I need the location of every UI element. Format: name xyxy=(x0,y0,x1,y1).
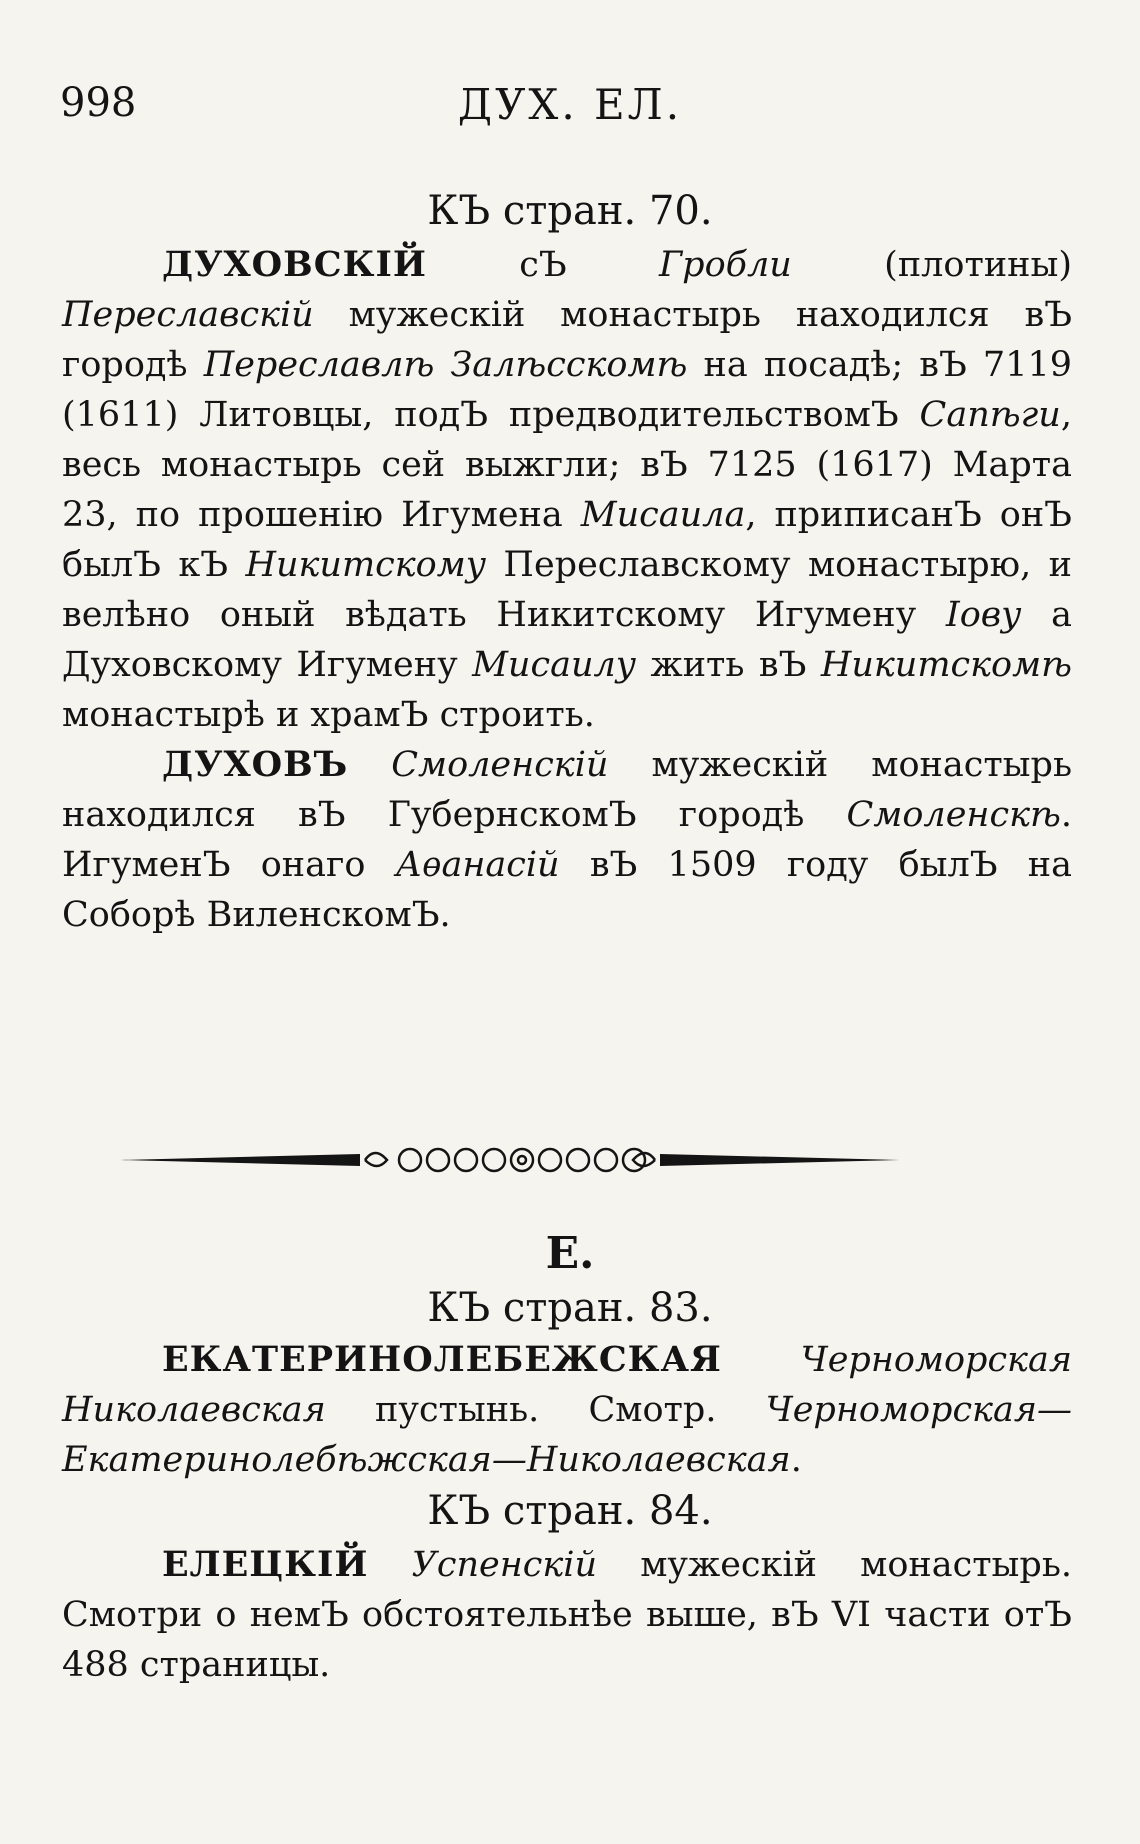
entry-headword: ДУХОВЪ xyxy=(162,744,349,785)
entry-text: . xyxy=(790,1440,802,1480)
page-header xyxy=(60,80,1080,140)
entry-paragraph xyxy=(62,1335,1072,1485)
entry-italic: Успенскiй xyxy=(368,1545,598,1585)
entry-headword: ДУХОВСКIЙ xyxy=(162,244,427,285)
entry-text: мужескiй монастырь находился вЪ ГубернскомЪ городѣ xyxy=(62,745,1072,835)
entry-italic: Черноморская Николаевская xyxy=(62,1340,1072,1430)
entry-text: , приписанЪ онЪ былЪ кЪ xyxy=(62,495,1072,585)
entry-headword: ЕЛЕЦКIЙ xyxy=(162,1544,369,1585)
entry-text: мужескiй монастырь. Смотри о немЪ обстоятельнѣе выше, вЪ VI части отЪ 488 страницы. xyxy=(62,1545,1072,1685)
entry-text: вЪ 1509 году былЪ на Соборѣ ВиленскомЪ. xyxy=(62,845,1072,935)
entry-text: (плотины) xyxy=(791,245,1072,285)
entry-italic: Никитскому xyxy=(245,545,487,585)
entry-headword: ЕКАТЕРИНОЛЕБЕЖСКАЯ xyxy=(162,1339,722,1380)
entry-italic: Переславскiй xyxy=(62,295,314,335)
entry-text: , весь монастырь сей выжгли; вЪ 7125 (1617) Марта 23, по прошенiю Игумена xyxy=(62,395,1072,535)
entry-text: мужескiй монастырь находился вЪ городѣ xyxy=(62,295,1072,385)
entry-text: а Духовскому Игумену xyxy=(62,595,1072,685)
entry-paragraph xyxy=(62,740,1072,940)
entry-italic: Смоленскiй xyxy=(348,745,609,785)
entry-paragraph xyxy=(62,240,1072,740)
text-block xyxy=(62,1540,1072,1690)
entry-paragraph xyxy=(62,1540,1072,1690)
entry-text: пустынь. Смотр. xyxy=(325,1390,766,1430)
entry-italic: Переславлѣ Залѣсскомѣ xyxy=(203,345,688,385)
section-ref: КЪ стран. 83. xyxy=(427,1285,713,1331)
entry-text: . ИгуменЪ онаго xyxy=(62,795,1072,885)
entry-text: на посадѣ; вЪ 7119 (1611) Литовцы, подЪ предводительствомЪ xyxy=(62,345,1073,435)
entry-text: Переславскому монастырю, и велѣно оный вѣдать Никитскому Игумену xyxy=(62,545,1072,635)
section-ref: КЪ стран. 84. xyxy=(427,1488,713,1534)
entry-italic: Черноморская—Екатеринолебѣжская—Николаевская xyxy=(62,1390,1072,1480)
text-block xyxy=(62,1335,1072,1485)
entry-italic: Никитскомѣ xyxy=(820,645,1072,685)
entry-italic: Сапѣги xyxy=(919,395,1061,435)
entry-text: монастырѣ и храмЪ строить. xyxy=(62,695,595,735)
entry-italic: Мисаилу xyxy=(472,645,637,685)
entry-italic: Аѳанасiй xyxy=(395,845,560,885)
entry-text: сЪ xyxy=(426,245,659,285)
entry-text: жить вЪ xyxy=(636,645,821,685)
section-ref: КЪ стран. 70. xyxy=(427,188,713,234)
running-head: ДУХ. ЕЛ. xyxy=(457,80,683,129)
ornament-divider xyxy=(120,1140,900,1180)
entry-italic: Смоленскѣ xyxy=(846,795,1061,835)
entry-italic: Мисаила xyxy=(580,495,746,535)
entry-italic: Iову xyxy=(945,595,1022,635)
text-block xyxy=(62,240,1072,940)
letter-heading: Е. xyxy=(545,1228,595,1279)
entry-italic: Гробли xyxy=(658,245,792,285)
page-number: 998 xyxy=(60,80,137,126)
